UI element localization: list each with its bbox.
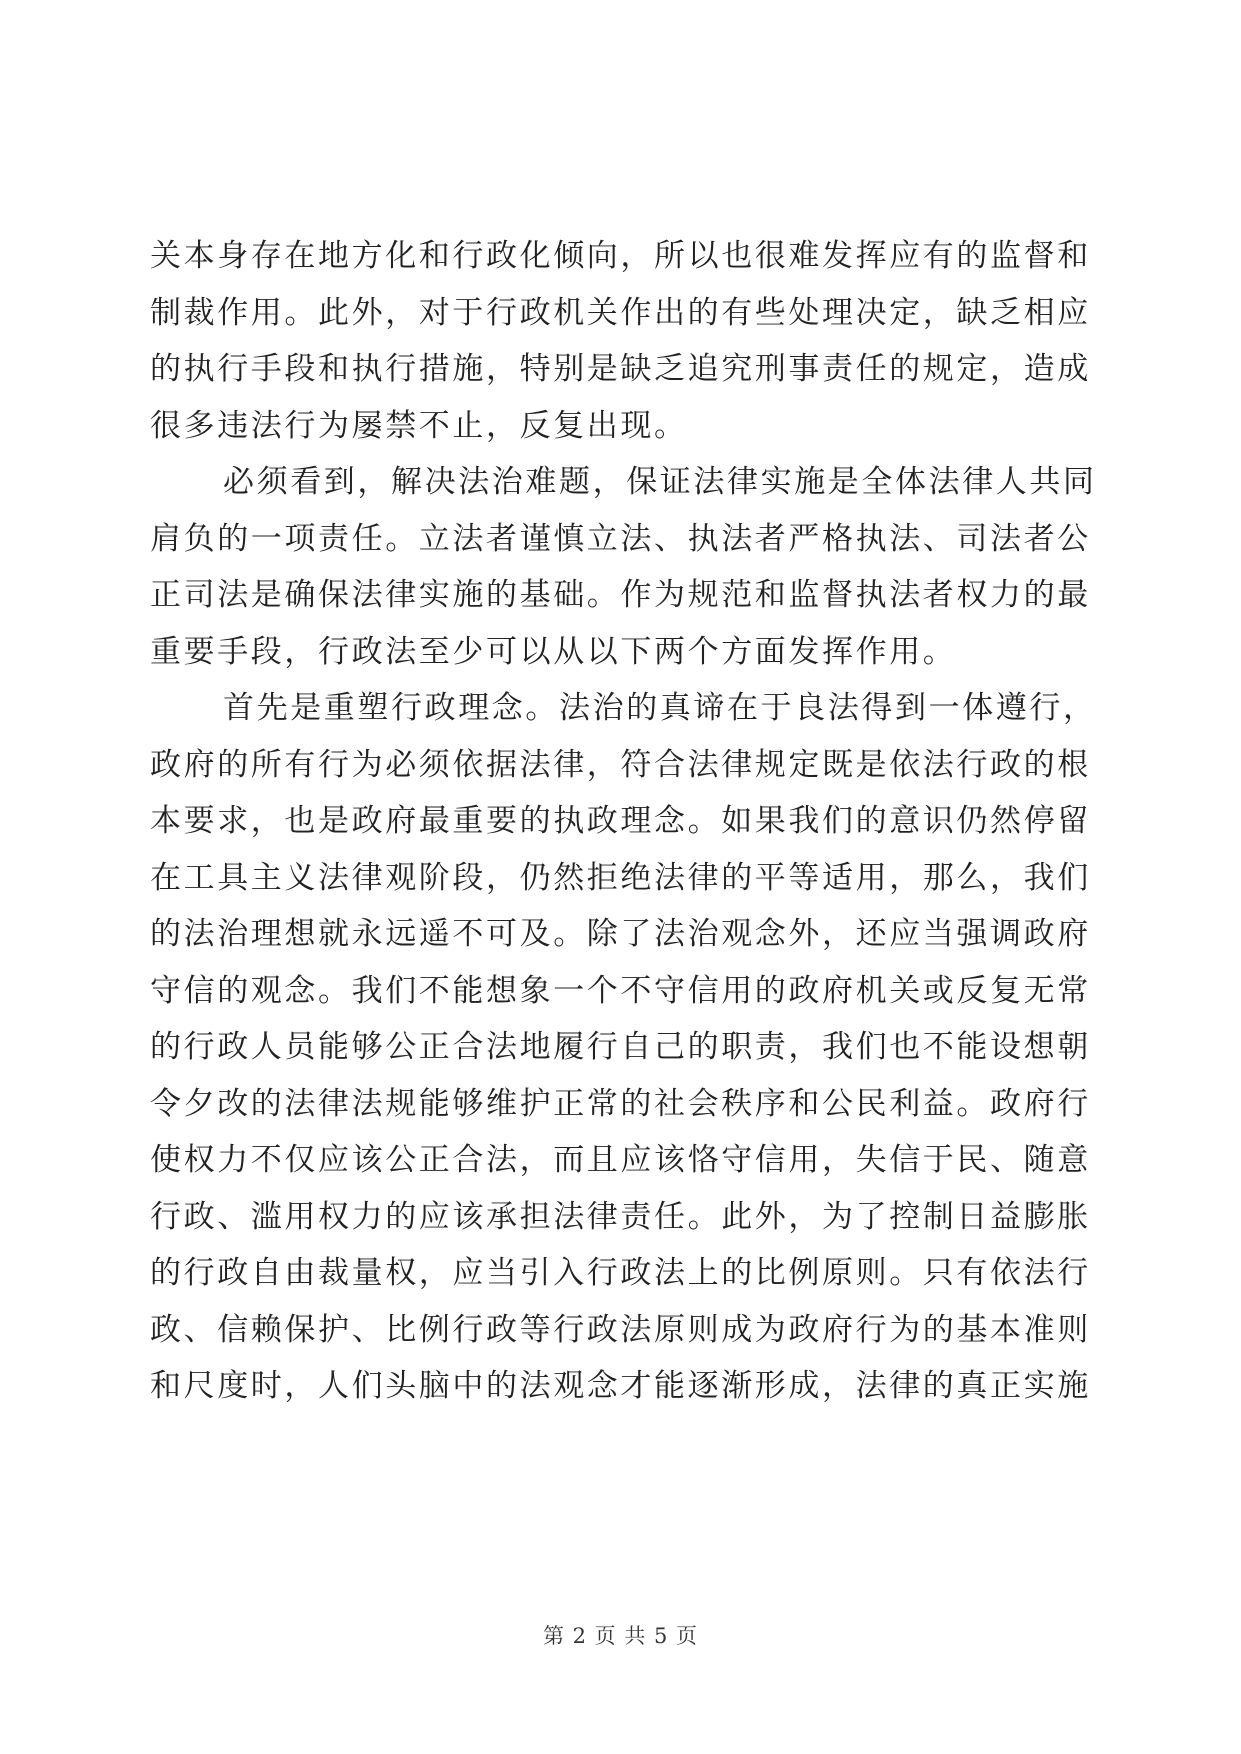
text-line: 使权力不仅应该公正合法，而且应该恪守信用，失信于民、随意 [150, 1142, 1091, 1178]
text-line: 的行政人员能够公正合法地履行自己的职责，我们也不能设想朝 [150, 1029, 1091, 1065]
text-line: 关本身存在地方化和行政化倾向，所以也很难发挥应有的监督和 [150, 238, 1091, 274]
text-line: 守信的观念。我们不能想象一个不守信用的政府机关或反复无常 [150, 972, 1091, 1009]
page-number-footer: 第 2 页 共 5 页 [542, 1624, 699, 1648]
text-line: 重要手段，行政法至少可以从以下两个方面发挥作用。 [150, 633, 957, 670]
text-line: 行政、滥用权力的应该承担法律责任。此外，为了控制日益膨胀 [150, 1198, 1091, 1235]
text-line: 制裁作用。此外，对于行政机关作出的有些处理决定，缺乏相应 [150, 294, 1091, 331]
paragraph-first-line: 必须看到，解决法治难题，保证法律实施是全体法律人共同 [223, 464, 1097, 500]
text-line: 正司法是确保法律实施的基础。作为规范和监督执法者权力的最 [150, 577, 1091, 613]
text-line: 肩负的一项责任。立法者谨慎立法、执法者严格执法、司法者公 [150, 520, 1091, 557]
text-line: 的执行手段和执行措施，特别是缺乏追究刑事责任的规定，造成 [150, 351, 1091, 387]
text-line: 在工具主义法律观阶段，仍然拒绝法律的平等适用，那么，我们 [150, 859, 1091, 896]
paragraph-first-line: 首先是重塑行政理念。法治的真谛在于良法得到一体遵行， [223, 690, 1097, 726]
body-text [150, 228, 1097, 1415]
text-line: 政、信赖保护、比例行政等行政法原则成为政府行为的基本准则 [150, 1311, 1091, 1348]
text-line: 的法治理想就永远遥不可及。除了法治观念外，还应当强调政府 [150, 916, 1091, 952]
text-line: 本要求，也是政府最重要的执政理念。如果我们的意识仍然停留 [150, 803, 1091, 839]
text-line: 和尺度时，人们头脑中的法观念才能逐渐形成，法律的真正实施 [150, 1368, 1091, 1404]
text-line: 的行政自由裁量权，应当引入行政法上的比例原则。只有依法行 [150, 1255, 1091, 1291]
text-line: 令夕改的法律法规能够维护正常的社会秩序和公民利益。政府行 [150, 1085, 1091, 1122]
text-line: 很多违法行为屡禁不止，反复出现。 [150, 407, 688, 444]
text-line: 政府的所有行为必须依据法律，符合法律规定既是依法行政的根 [150, 746, 1091, 783]
